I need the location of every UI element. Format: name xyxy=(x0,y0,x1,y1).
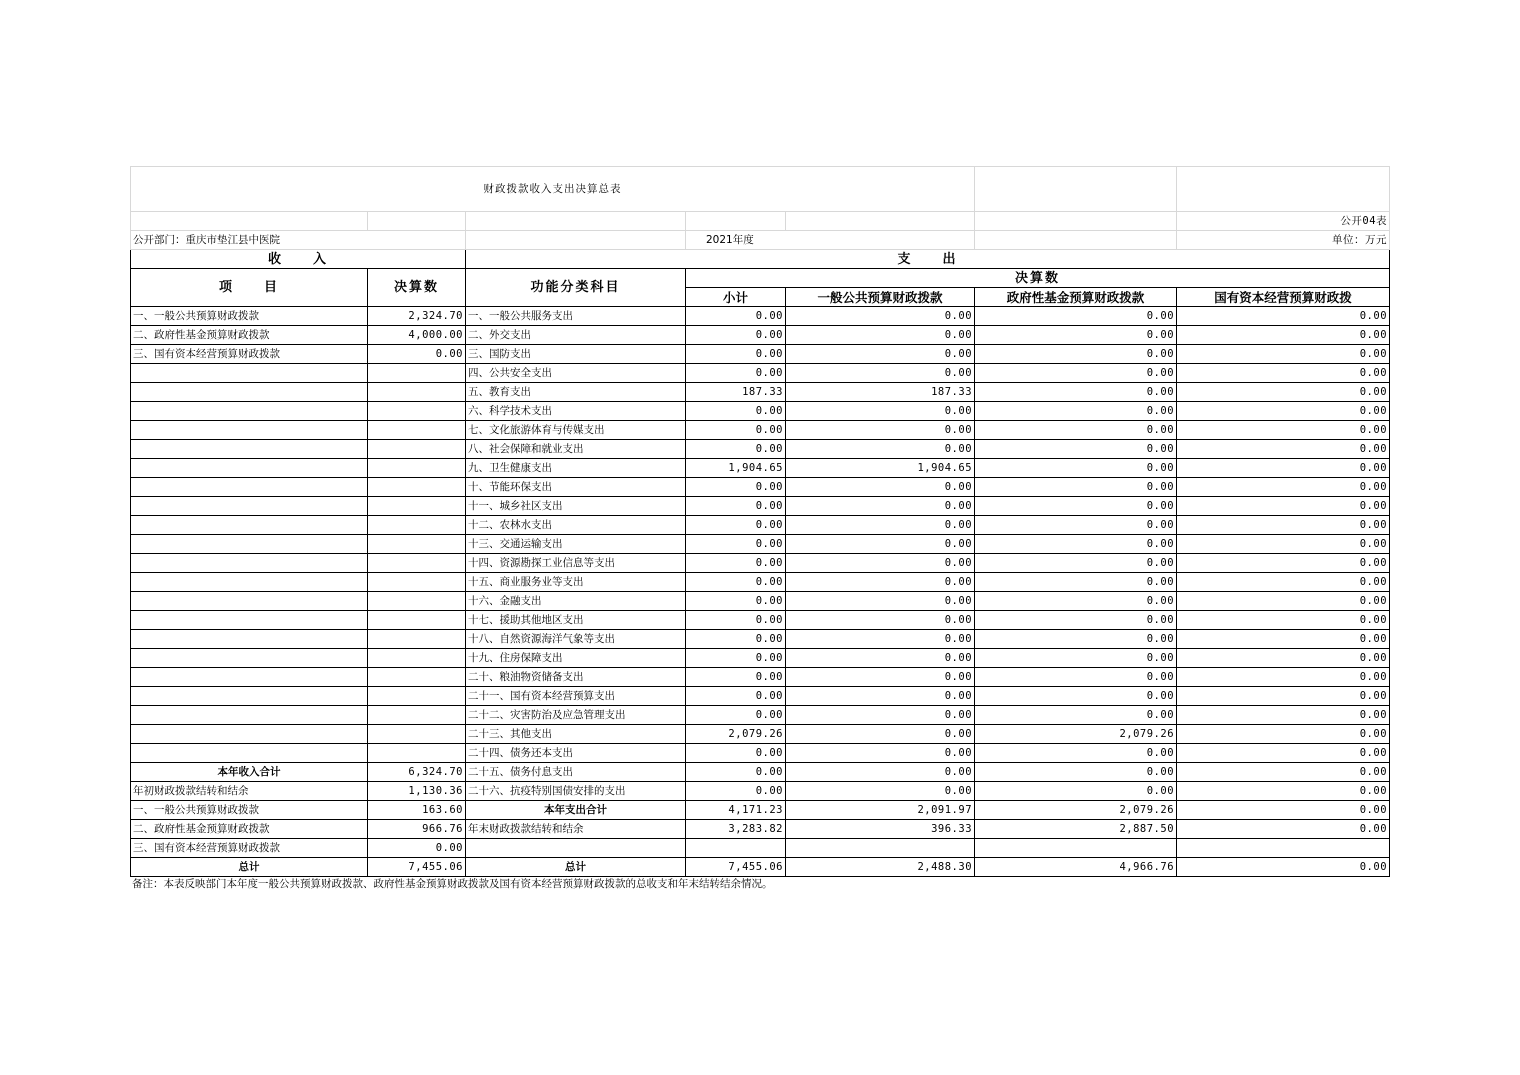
gov-fund-cell: 0.00 xyxy=(975,440,1177,459)
general-budget-cell: 0.00 xyxy=(786,687,975,706)
income-amount-cell xyxy=(368,611,466,630)
general-budget-cell xyxy=(786,839,975,858)
func-item-cell: 二十三、其他支出 xyxy=(466,725,686,744)
table-row xyxy=(131,611,1390,630)
state-capital-cell: 0.00 xyxy=(1177,383,1390,402)
income-item-cell xyxy=(131,706,368,725)
table-row xyxy=(131,763,1390,782)
subtotal-cell: 0.00 xyxy=(686,744,786,763)
func-item-cell xyxy=(466,839,686,858)
income-item-cell xyxy=(131,687,368,706)
state-capital-cell: 0.00 xyxy=(1177,364,1390,383)
general-budget-cell: 0.00 xyxy=(786,421,975,440)
subtotal-cell: 0.00 xyxy=(686,611,786,630)
subtotal-cell: 0.00 xyxy=(686,364,786,383)
income-item-cell: 一、一般公共预算财政拨款 xyxy=(131,307,368,326)
subtotal-cell: 0.00 xyxy=(686,706,786,725)
func-item-cell: 十六、金融支出 xyxy=(466,592,686,611)
general-budget-header: 一般公共预算财政拨款 xyxy=(786,288,975,307)
empty-cell xyxy=(368,212,466,231)
gov-fund-cell: 2,079.26 xyxy=(975,725,1177,744)
table-row xyxy=(131,497,1390,516)
state-capital-cell: 0.00 xyxy=(1177,801,1390,820)
gov-fund-cell: 0.00 xyxy=(975,554,1177,573)
state-capital-cell: 0.00 xyxy=(1177,706,1390,725)
state-capital-header: 国有资本经营预算财政拨 xyxy=(1177,288,1390,307)
income-item-cell: 总计 xyxy=(131,858,368,877)
func-item-cell: 本年支出合计 xyxy=(466,801,686,820)
income-item-cell: 本年收入合计 xyxy=(131,763,368,782)
general-budget-cell: 0.00 xyxy=(786,516,975,535)
income-amount-cell: 6,324.70 xyxy=(368,763,466,782)
income-header: 收 入 xyxy=(131,250,466,269)
table-row xyxy=(131,345,1390,364)
gov-fund-cell: 0.00 xyxy=(975,649,1177,668)
table-row xyxy=(131,801,1390,820)
empty-cell xyxy=(466,212,686,231)
income-amount-cell xyxy=(368,668,466,687)
subtotal-cell: 0.00 xyxy=(686,554,786,573)
func-item-cell: 五、教育支出 xyxy=(466,383,686,402)
general-budget-cell: 0.00 xyxy=(786,573,975,592)
fiscal-appropriation-table xyxy=(130,166,1390,877)
table-row xyxy=(131,516,1390,535)
income-item-cell xyxy=(131,478,368,497)
state-capital-cell: 0.00 xyxy=(1177,763,1390,782)
gov-fund-cell: 0.00 xyxy=(975,744,1177,763)
general-budget-cell: 0.00 xyxy=(786,592,975,611)
state-capital-cell: 0.00 xyxy=(1177,402,1390,421)
table-row xyxy=(131,706,1390,725)
empty-cell xyxy=(975,212,1177,231)
subtotal-cell: 2,079.26 xyxy=(686,725,786,744)
gov-fund-cell: 0.00 xyxy=(975,573,1177,592)
func-item-cell: 十九、住房保障支出 xyxy=(466,649,686,668)
income-item-cell: 二、政府性基金预算财政拨款 xyxy=(131,326,368,345)
state-capital-cell: 0.00 xyxy=(1177,782,1390,801)
func-item-cell: 十七、援助其他地区支出 xyxy=(466,611,686,630)
func-item-cell: 年末财政拨款结转和结余 xyxy=(466,820,686,839)
func-item-cell: 六、科学技术支出 xyxy=(466,402,686,421)
subtotal-cell: 0.00 xyxy=(686,478,786,497)
gov-fund-cell: 0.00 xyxy=(975,478,1177,497)
state-capital-cell: 0.00 xyxy=(1177,668,1390,687)
gov-fund-cell: 4,966.76 xyxy=(975,858,1177,877)
subtotal-cell: 0.00 xyxy=(686,668,786,687)
subtotal-cell: 0.00 xyxy=(686,782,786,801)
gov-fund-cell: 0.00 xyxy=(975,497,1177,516)
gov-fund-cell: 0.00 xyxy=(975,326,1177,345)
income-amount-cell xyxy=(368,478,466,497)
general-budget-cell: 0.00 xyxy=(786,649,975,668)
income-amount-cell xyxy=(368,364,466,383)
table-row xyxy=(131,383,1390,402)
general-budget-cell: 0.00 xyxy=(786,307,975,326)
table-row xyxy=(131,839,1390,858)
income-amount-cell xyxy=(368,383,466,402)
gov-fund-cell: 0.00 xyxy=(975,516,1177,535)
table-row xyxy=(131,744,1390,763)
income-amount-cell xyxy=(368,554,466,573)
table-row xyxy=(131,440,1390,459)
general-budget-cell: 0.00 xyxy=(786,611,975,630)
income-amount-header: 决算数 xyxy=(368,269,466,307)
state-capital-cell: 0.00 xyxy=(1177,440,1390,459)
income-item-cell xyxy=(131,421,368,440)
gov-fund-cell: 0.00 xyxy=(975,459,1177,478)
general-budget-cell: 0.00 xyxy=(786,535,975,554)
table-row xyxy=(131,820,1390,839)
subtotal-cell: 3,283.82 xyxy=(686,820,786,839)
table-row xyxy=(131,402,1390,421)
table-row xyxy=(131,592,1390,611)
subtotal-cell: 0.00 xyxy=(686,535,786,554)
general-budget-cell: 0.00 xyxy=(786,364,975,383)
income-amount-cell xyxy=(368,440,466,459)
income-item-cell xyxy=(131,668,368,687)
income-item-cell xyxy=(131,725,368,744)
income-item-cell xyxy=(131,611,368,630)
income-item-cell xyxy=(131,402,368,421)
income-item-cell xyxy=(131,554,368,573)
gov-fund-cell: 2,887.50 xyxy=(975,820,1177,839)
subtotal-cell: 0.00 xyxy=(686,630,786,649)
income-amount-cell xyxy=(368,706,466,725)
state-capital-cell: 0.00 xyxy=(1177,820,1390,839)
state-capital-cell: 0.00 xyxy=(1177,744,1390,763)
state-capital-cell xyxy=(1177,839,1390,858)
income-item-cell xyxy=(131,535,368,554)
fiscal-year: 2021年度 xyxy=(686,231,975,250)
table-row xyxy=(131,364,1390,383)
func-item-cell: 三、国防支出 xyxy=(466,345,686,364)
general-budget-cell: 2,488.30 xyxy=(786,858,975,877)
subtotal-cell: 0.00 xyxy=(686,497,786,516)
func-class-header: 功能分类科目 xyxy=(466,269,686,307)
income-amount-cell xyxy=(368,421,466,440)
empty-cell xyxy=(1177,167,1390,212)
state-capital-cell: 0.00 xyxy=(1177,516,1390,535)
gov-fund-cell: 0.00 xyxy=(975,611,1177,630)
general-budget-cell: 1,904.65 xyxy=(786,459,975,478)
income-amount-cell xyxy=(368,402,466,421)
state-capital-cell: 0.00 xyxy=(1177,421,1390,440)
income-amount-cell: 0.00 xyxy=(368,345,466,364)
func-item-cell: 二十二、灾害防治及应急管理支出 xyxy=(466,706,686,725)
income-amount-cell: 163.60 xyxy=(368,801,466,820)
general-budget-cell: 0.00 xyxy=(786,478,975,497)
state-capital-cell: 0.00 xyxy=(1177,497,1390,516)
income-item-cell xyxy=(131,516,368,535)
gov-fund-header: 政府性基金预算财政拨款 xyxy=(975,288,1177,307)
state-capital-cell: 0.00 xyxy=(1177,326,1390,345)
gov-fund-cell: 0.00 xyxy=(975,402,1177,421)
state-capital-cell: 0.00 xyxy=(1177,725,1390,744)
general-budget-cell: 0.00 xyxy=(786,326,975,345)
table-row xyxy=(131,782,1390,801)
subtotal-header: 小计 xyxy=(686,288,786,307)
table-row xyxy=(131,630,1390,649)
gov-fund-cell: 0.00 xyxy=(975,763,1177,782)
state-capital-cell: 0.00 xyxy=(1177,611,1390,630)
income-amount-cell xyxy=(368,535,466,554)
gov-fund-cell: 0.00 xyxy=(975,668,1177,687)
table-row xyxy=(131,535,1390,554)
income-amount-cell xyxy=(368,744,466,763)
table-row xyxy=(131,573,1390,592)
general-budget-cell: 0.00 xyxy=(786,725,975,744)
income-item-cell: 二、政府性基金预算财政拨款 xyxy=(131,820,368,839)
subtotal-cell: 0.00 xyxy=(686,307,786,326)
func-item-cell: 十八、自然资源海洋气象等支出 xyxy=(466,630,686,649)
department: 公开部门：重庆市垫江县中医院 xyxy=(131,231,466,250)
subtotal-cell: 0.00 xyxy=(686,592,786,611)
empty-cell xyxy=(466,231,686,250)
table-row xyxy=(131,725,1390,744)
table-row xyxy=(131,687,1390,706)
income-amount-cell: 4,000.00 xyxy=(368,326,466,345)
general-budget-cell: 0.00 xyxy=(786,630,975,649)
func-item-cell: 十二、农林水支出 xyxy=(466,516,686,535)
subtotal-cell: 0.00 xyxy=(686,516,786,535)
subtotal-cell: 0.00 xyxy=(686,402,786,421)
subtotal-cell: 187.33 xyxy=(686,383,786,402)
item-header: 项 目 xyxy=(131,269,368,307)
func-item-cell: 十三、交通运输支出 xyxy=(466,535,686,554)
table-row xyxy=(131,554,1390,573)
general-budget-cell: 396.33 xyxy=(786,820,975,839)
state-capital-cell: 0.00 xyxy=(1177,649,1390,668)
general-budget-cell: 0.00 xyxy=(786,782,975,801)
income-item-cell xyxy=(131,573,368,592)
income-item-cell xyxy=(131,649,368,668)
income-amount-cell: 0.00 xyxy=(368,839,466,858)
empty-cell xyxy=(975,167,1177,212)
state-capital-cell: 0.00 xyxy=(1177,345,1390,364)
subtotal-cell: 0.00 xyxy=(686,687,786,706)
table-row xyxy=(131,459,1390,478)
func-item-cell: 四、公共安全支出 xyxy=(466,364,686,383)
func-item-cell: 七、文化旅游体育与传媒支出 xyxy=(466,421,686,440)
income-amount-cell xyxy=(368,592,466,611)
state-capital-cell: 0.00 xyxy=(1177,630,1390,649)
state-capital-cell: 0.00 xyxy=(1177,478,1390,497)
subtotal-cell: 0.00 xyxy=(686,345,786,364)
general-budget-cell: 0.00 xyxy=(786,345,975,364)
gov-fund-cell: 0.00 xyxy=(975,687,1177,706)
func-item-cell: 二十六、抗疫特别国债安排的支出 xyxy=(466,782,686,801)
income-item-cell xyxy=(131,630,368,649)
subtotal-cell: 7,455.06 xyxy=(686,858,786,877)
state-capital-cell: 0.00 xyxy=(1177,459,1390,478)
general-budget-cell: 0.00 xyxy=(786,668,975,687)
empty-cell xyxy=(686,212,786,231)
general-budget-cell: 0.00 xyxy=(786,497,975,516)
func-item-cell: 十五、商业服务业等支出 xyxy=(466,573,686,592)
income-amount-cell xyxy=(368,516,466,535)
income-item-cell: 一、一般公共预算财政拨款 xyxy=(131,801,368,820)
gov-fund-cell: 0.00 xyxy=(975,592,1177,611)
general-budget-cell: 2,091.97 xyxy=(786,801,975,820)
func-item-cell: 十一、城乡社区支出 xyxy=(466,497,686,516)
gov-fund-cell: 0.00 xyxy=(975,364,1177,383)
general-budget-cell: 0.00 xyxy=(786,402,975,421)
income-item-cell xyxy=(131,364,368,383)
income-item-cell xyxy=(131,459,368,478)
empty-cell xyxy=(786,212,975,231)
form-code: 公开04表 xyxy=(1177,212,1390,231)
table-row xyxy=(131,421,1390,440)
gov-fund-cell: 0.00 xyxy=(975,535,1177,554)
table-row xyxy=(131,326,1390,345)
income-amount-cell: 1,130.36 xyxy=(368,782,466,801)
state-capital-cell: 0.00 xyxy=(1177,554,1390,573)
income-item-cell: 三、国有资本经营预算财政拨款 xyxy=(131,345,368,364)
subtotal-cell: 0.00 xyxy=(686,421,786,440)
table-row xyxy=(131,649,1390,668)
income-amount-cell xyxy=(368,573,466,592)
subtotal-cell xyxy=(686,839,786,858)
func-item-cell: 十四、资源勘探工业信息等支出 xyxy=(466,554,686,573)
state-capital-cell: 0.00 xyxy=(1177,592,1390,611)
income-amount-cell xyxy=(368,630,466,649)
income-item-cell xyxy=(131,592,368,611)
subtotal-cell: 0.00 xyxy=(686,573,786,592)
subtotal-cell: 0.00 xyxy=(686,649,786,668)
func-item-cell: 二、外交支出 xyxy=(466,326,686,345)
general-budget-cell: 0.00 xyxy=(786,554,975,573)
general-budget-cell: 0.00 xyxy=(786,763,975,782)
gov-fund-cell: 0.00 xyxy=(975,345,1177,364)
subtotal-cell: 0.00 xyxy=(686,440,786,459)
income-item-cell: 年初财政拨款结转和结余 xyxy=(131,782,368,801)
table-row xyxy=(131,668,1390,687)
income-item-cell xyxy=(131,744,368,763)
empty-cell xyxy=(131,212,368,231)
income-amount-cell xyxy=(368,649,466,668)
state-capital-cell: 0.00 xyxy=(1177,687,1390,706)
empty-cell xyxy=(975,231,1177,250)
income-item-cell: 三、国有资本经营预算财政拨款 xyxy=(131,839,368,858)
table-row xyxy=(131,307,1390,326)
table-row xyxy=(131,858,1390,877)
general-budget-cell: 187.33 xyxy=(786,383,975,402)
state-capital-cell: 0.00 xyxy=(1177,858,1390,877)
general-budget-cell: 0.00 xyxy=(786,440,975,459)
final-accounts-sheet xyxy=(130,166,1389,891)
state-capital-cell: 0.00 xyxy=(1177,307,1390,326)
gov-fund-cell: 2,079.26 xyxy=(975,801,1177,820)
gov-fund-cell: 0.00 xyxy=(975,383,1177,402)
table-row xyxy=(131,478,1390,497)
subtotal-cell: 4,171.23 xyxy=(686,801,786,820)
unit-label: 单位：万元 xyxy=(1177,231,1390,250)
income-item-cell xyxy=(131,497,368,516)
gov-fund-cell: 0.00 xyxy=(975,421,1177,440)
func-item-cell: 二十五、债务付息支出 xyxy=(466,763,686,782)
page-title: 财政拨款收入支出决算总表 xyxy=(131,167,975,212)
func-item-cell: 九、卫生健康支出 xyxy=(466,459,686,478)
general-budget-cell: 0.00 xyxy=(786,706,975,725)
func-item-cell: 十、节能环保支出 xyxy=(466,478,686,497)
income-amount-cell xyxy=(368,497,466,516)
gov-fund-cell: 0.00 xyxy=(975,782,1177,801)
gov-fund-cell: 0.00 xyxy=(975,307,1177,326)
func-item-cell: 一、一般公共服务支出 xyxy=(466,307,686,326)
gov-fund-cell: 0.00 xyxy=(975,630,1177,649)
func-item-cell: 八、社会保障和就业支出 xyxy=(466,440,686,459)
state-capital-cell: 0.00 xyxy=(1177,573,1390,592)
subtotal-cell: 1,904.65 xyxy=(686,459,786,478)
income-item-cell xyxy=(131,383,368,402)
income-amount-cell xyxy=(368,687,466,706)
state-capital-cell: 0.00 xyxy=(1177,535,1390,554)
income-amount-cell xyxy=(368,459,466,478)
subtotal-cell: 0.00 xyxy=(686,763,786,782)
gov-fund-cell xyxy=(975,839,1177,858)
func-item-cell: 二十四、债务还本支出 xyxy=(466,744,686,763)
final-amount-header: 决算数 xyxy=(686,269,1390,288)
func-item-cell: 二十、粮油物资储备支出 xyxy=(466,668,686,687)
func-item-cell: 总计 xyxy=(466,858,686,877)
expense-header: 支 出 xyxy=(466,250,1390,269)
footnote: 备注：本表反映部门本年度一般公共预算财政拨款、政府性基金预算财政拨款及国有资本经营预算财政拨款的总收支和年末结转结余情况。 xyxy=(132,878,773,890)
general-budget-cell: 0.00 xyxy=(786,744,975,763)
income-item-cell xyxy=(131,440,368,459)
income-amount-cell: 7,455.06 xyxy=(368,858,466,877)
income-amount-cell: 966.76 xyxy=(368,820,466,839)
subtotal-cell: 0.00 xyxy=(686,326,786,345)
func-item-cell: 二十一、国有资本经营预算支出 xyxy=(466,687,686,706)
income-amount-cell xyxy=(368,725,466,744)
gov-fund-cell: 0.00 xyxy=(975,706,1177,725)
income-amount-cell: 2,324.70 xyxy=(368,307,466,326)
